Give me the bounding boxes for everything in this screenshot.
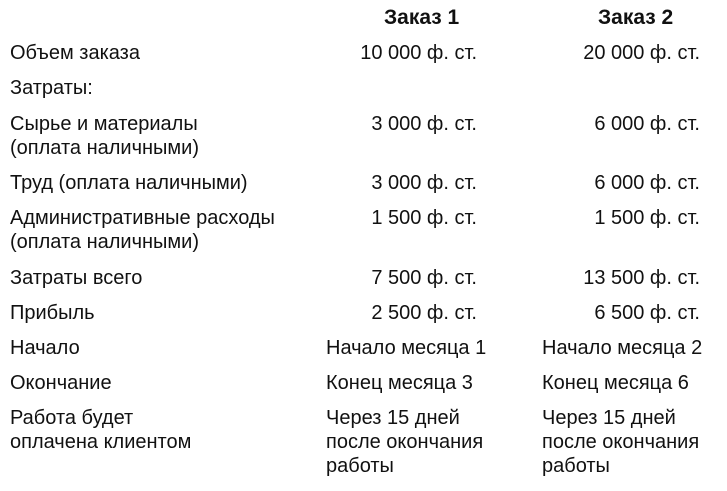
materials-order2: 6 000 ф. ст. (594, 113, 700, 135)
labor-label: Труд (оплата наличными) (10, 172, 248, 194)
payment-order1 (326, 406, 536, 478)
row-volume (0, 41, 727, 77)
row-labor (0, 171, 727, 207)
materials-label-line1: Сырье и материалы (10, 113, 198, 135)
total-costs-order1: 7 500 ф. ст. (371, 267, 477, 289)
payment-label (10, 406, 315, 454)
end-label: Окончание (10, 372, 112, 394)
materials-label (10, 112, 315, 160)
payment-order2-line2: после окончания (542, 431, 700, 453)
labor-order2: 6 000 ф. ст. (594, 172, 700, 194)
profit-label: Прибыль (10, 302, 95, 324)
total-costs-label: Затраты всего (10, 267, 143, 289)
payment-order2 (542, 406, 722, 478)
end-order1: Конец месяца 3 (326, 372, 473, 394)
start-order1: Начало месяца 1 (326, 337, 487, 359)
order2-header: Заказ 2 (598, 6, 674, 29)
row-profit (0, 301, 727, 337)
start-order2: Начало месяца 2 (542, 337, 703, 359)
row-end (0, 371, 727, 407)
profit-order1: 2 500 ф. ст. (371, 302, 477, 324)
admin-label (10, 206, 315, 254)
row-total-costs (0, 266, 727, 302)
volume-order1: 10 000 ф. ст. (360, 42, 477, 64)
payment-order2-line3: работы (542, 455, 610, 477)
payment-order2-line1: Через 15 дней (542, 407, 676, 429)
start-label: Начало (10, 337, 80, 359)
row-costs-heading (0, 76, 727, 112)
volume-order2: 20 000 ф. ст. (583, 42, 700, 64)
volume-label: Объем заказа (10, 42, 140, 64)
payment-label-line1: Работа будет (10, 407, 134, 429)
row-start (0, 336, 727, 372)
profit-order2: 6 500 ф. ст. (594, 302, 700, 324)
payment-label-line2: оплачена клиентом (10, 431, 192, 453)
payment-order1-line2: после окончания (326, 431, 484, 453)
header-row (0, 6, 727, 42)
payment-order1-line1: Через 15 дней (326, 407, 460, 429)
payment-order1-line3: работы (326, 455, 394, 477)
materials-order1: 3 000 ф. ст. (371, 113, 477, 135)
row-payment (0, 406, 727, 484)
admin-label-line2: (оплата наличными) (10, 231, 200, 253)
order1-header: Заказ 1 (384, 6, 460, 29)
end-order2: Конец месяца 6 (542, 372, 689, 394)
admin-order2: 1 500 ф. ст. (594, 207, 700, 229)
total-costs-order2: 13 500 ф. ст. (583, 267, 700, 289)
admin-label-line1: Административные расходы (10, 207, 275, 229)
admin-order1: 1 500 ф. ст. (371, 207, 477, 229)
materials-label-line2: (оплата наличными) (10, 137, 200, 159)
labor-order1: 3 000 ф. ст. (371, 172, 477, 194)
row-admin (0, 206, 727, 256)
row-materials (0, 112, 727, 162)
costs-label: Затраты: (10, 77, 93, 99)
